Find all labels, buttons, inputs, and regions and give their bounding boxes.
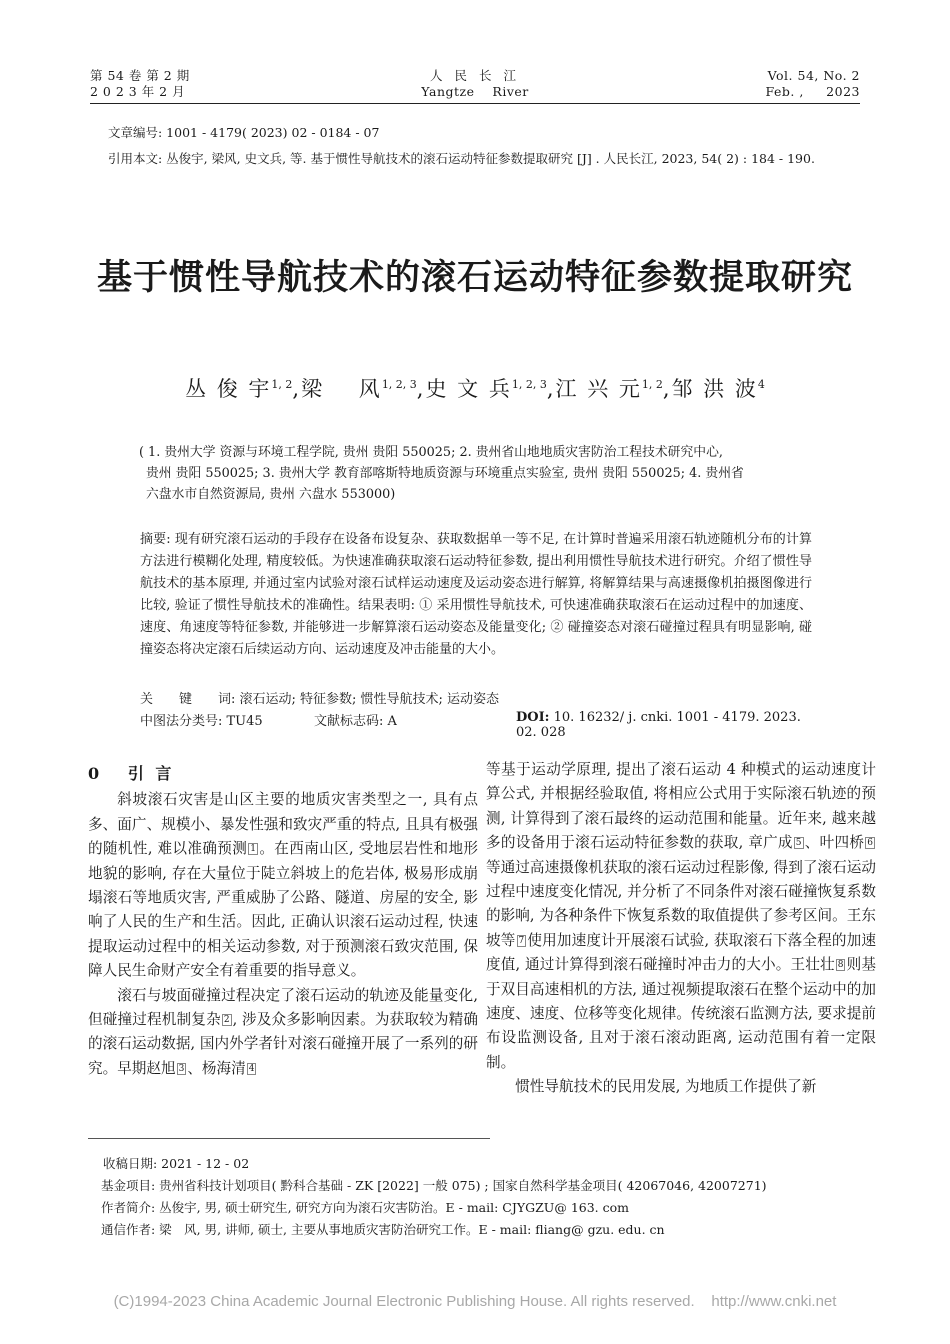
citation-ref: 6 [867,838,873,849]
citation-ref: 3 [178,1063,185,1074]
running-header-center [375,68,575,100]
author-name: 梁 风 [301,377,382,401]
author-affiliation-sup: 4 [757,378,765,391]
citation-ref: 2 [223,1015,230,1026]
author-name: 江 兴 元 [555,377,642,401]
header-rule [90,103,860,104]
paragraph-text: 、杨海清 [187,1059,246,1077]
section-heading [88,762,478,786]
section-title: 引 言 [127,764,175,783]
journal-name-cn: 人 民 长 江 [430,68,520,83]
date-label: 2 0 2 3 年 2 月 [90,84,186,99]
abstract: 摘要: 现有研究滚石运动的手段存在设备布设复杂、获取数据单一等不足, 在计算时普遍采用滚石轨迹随机分布的计算方法进行模糊化处理, 精度较低。为快速准确获取滚石运动特征参数, 提出利用惯性导航技术进行研究。介绍了惯性导航技术的基本原理, 并通过室内试验对滚石试样运动速度及运动姿态进行解算, 将解算结果与高速摄像机拍摄图像进行比较, 验证了惯性导航技术的准确性。结果表明: ① 采用惯性导航技术, 可快速准确获取滚石在运动过程中的加速度、速度、角速度等特征参数, 并能够进一步解算滚石运动姿态及能量变化; ② 碰撞姿态对滚石碰撞过程具有明显影响, 碰撞姿态将决定滚石后续运动方向、运动速度及冲击能量的大小。 [140,532,812,657]
citation-ref: 4 [248,1063,255,1074]
paragraph-text: 滚石与坡面碰撞过程决定了滚石运动的轨迹及能量变化, 但碰撞过程机制复杂 [88,986,478,1029]
paragraph-text: 等基于运动学原理, 提出了滚石运动 4 种模式的运动速度计算公式, 并根据经验取值, 将相应公式用于实际滚石轨迹的预测, 计算得到了滚石最终的运动范围和能量。近年来, 越来越多的设备用于滚石运动特征参数的获取, 章广成 [486,761,876,852]
date-en-label: Feb. , 2023 [765,84,860,99]
article-number: 文章编号: 1001 - 4179( 2023) 02 - 0184 - 07 [108,125,380,140]
affiliation-line: 六盘水市自然资源局, 贵州 六盘水 553000) [146,487,396,502]
body-paragraph [88,788,478,983]
corresponding-author: 通信作者: 梁 风, 男, 讲师, 硕士, 主要从事地质灾害防治研究工作。E - mail: fliang@ gzu. edu. cn [101,1222,665,1237]
funding: 基金项目: 贵州省科技计划项目( 黔科合基础 - ZK [2022] 一般 075) ; 国家自然科学基金项目( 42067046, 42007271) [101,1178,767,1193]
author-bio: 作者简介: 丛俊宇, 男, 硕士研究生, 研究方向为滚石灾害防治。E - mail: CJYGZU@ 163. com [101,1200,629,1215]
body-paragraph [486,758,876,1075]
clc-number: 中图法分类号: TU45 [140,714,263,729]
affiliations [139,442,826,505]
paragraph-text: 惯性导航技术的民用发展, 为地质工作提供了新 [515,1078,817,1096]
running-header-left [90,68,190,100]
author-list: 丛 俊 宇$^{1, 2}$,梁 风$^{1, 2, 3}$,史 文 兵$^{1, 2, 3}$,江 兴 元$^{1, 2}$,邹 洪 波$^4$ [185,377,765,401]
footnote-rule [88,1138,490,1139]
body-paragraph [486,1075,876,1099]
doi-value: 10. 16232/ j. cnki. 1001 - 4179. 2023. 02. 028 [516,710,801,740]
citation-ref: 1 [250,844,256,855]
paragraph-text: , 涉及众多影响因素。为获取较为精确的滚石运动数据, 国内外学者针对滚石碰撞开展了一系列的研究。早期赵旭 [88,1011,478,1077]
body-column-left [88,762,478,1081]
citation: 引用本文: 丛俊宇, 梁风, 史文兵, 等. 基于惯性导航技术的滚石运动特征参数提取研究 [J] . 人民长江, 2023, 54( 2) : 184 - 190. [108,151,815,166]
issue-label: 第 54 卷 第 2 期 [90,68,190,83]
section-number: 0 [88,764,103,783]
citation-ref: 5 [795,838,802,849]
author-affiliation-sup: 1, 2 [641,378,663,391]
author-affiliation-sup: 1, 2, 3 [381,378,417,391]
volume-label: Vol. 54, No. 2 [767,68,860,83]
document-code: 文献标志码: A [314,714,397,729]
body-paragraph [88,984,478,1082]
author-affiliation-sup: 1, 2 [271,378,293,391]
citation-ref: 7 [518,935,525,946]
author-name: 史 文 兵 [425,377,512,401]
doi [516,710,812,740]
running-header-right [766,68,861,100]
copyright-notice: (C)1994-2023 China Academic Journal Electronic Publishing House. All rights reserved. http://www.cnki.net [113,1293,837,1310]
paragraph-text: 。在西南山区, 受地层岩性和地形地貌的影响, 存在大量位于陡立斜坡上的危岩体, 极易形成崩塌滚石等地质灾害, 严重威胁了公路、隧道、房屋的安全, 影响了人民的生产和生活。因此, 正确认识滚石运动过程, 快速提取运动过程中的相关运动参数, 对于预测滚石致灾范围, 保障人民生命财产安全有着重要的指导意义。 [88,840,478,980]
paragraph-text: 等通过高速摄像机获取的滚石运动过程影像, 得到了滚石运动过程中速度变化情况, 并分析了不同条件对滚石碰撞恢复系数的影响, 为各种条件下恢复系数的取值提供了参考区间。王东坡等 [486,858,876,949]
paragraph-text: 使用加速度计开展滚石试验, 获取滚石下落全程的加速度值, 通过计算得到滚石碰撞时冲击力的大小。王壮壮 [486,931,876,974]
paragraph-text: 则基于双目高速相机的方法, 通过视频提取滚石在整个运动中的加速度、速度、位移等变化规律。传统滚石监测方法, 要求提前布设监测设备, 且对于滚石滚动距离, 运动范围有着一定限制。 [486,956,876,1071]
keywords: 关 键 词: 滚石运动; 特征参数; 惯性导航技术; 运动姿态 [140,692,500,707]
journal-name-en: Yangtze River [421,84,529,99]
received-date: 收稿日期: 2021 - 12 - 02 [103,1156,250,1171]
doi-label: DOI: [516,710,550,725]
author-name: 丛 俊 宇 [185,377,272,401]
paper-title: 基于惯性导航技术的滚石运动特征参数提取研究 [96,258,853,298]
classification-line [140,710,812,740]
affiliation-line: ( 1. 贵州大学 资源与环境工程学院, 贵州 贵阳 550025; 2. 贵州省山地地质灾害防治工程技术研究中心, [139,445,723,460]
paragraph-text: 、叶四桥 [804,834,865,852]
author-affiliation-sup: 1, 2, 3 [511,378,547,391]
footnotes [103,1153,883,1241]
body-column-right [486,758,876,1100]
citation-ref: 8 [837,960,844,971]
author-name: 邹 洪 波 [671,377,758,401]
paragraph-text: 斜坡滚石灾害是山区主要的地质灾害类型之一, 具有点多、面广、规模小、暴发性强和致灾严重的特点, 且具有极强的随机性, 难以准确预测 [88,791,478,858]
affiliation-line: 贵州 贵阳 550025; 3. 贵州大学 教育部喀斯特地质资源与环境重点实验室, 贵州 贵阳 550025; 4. 贵州省 [146,466,744,481]
